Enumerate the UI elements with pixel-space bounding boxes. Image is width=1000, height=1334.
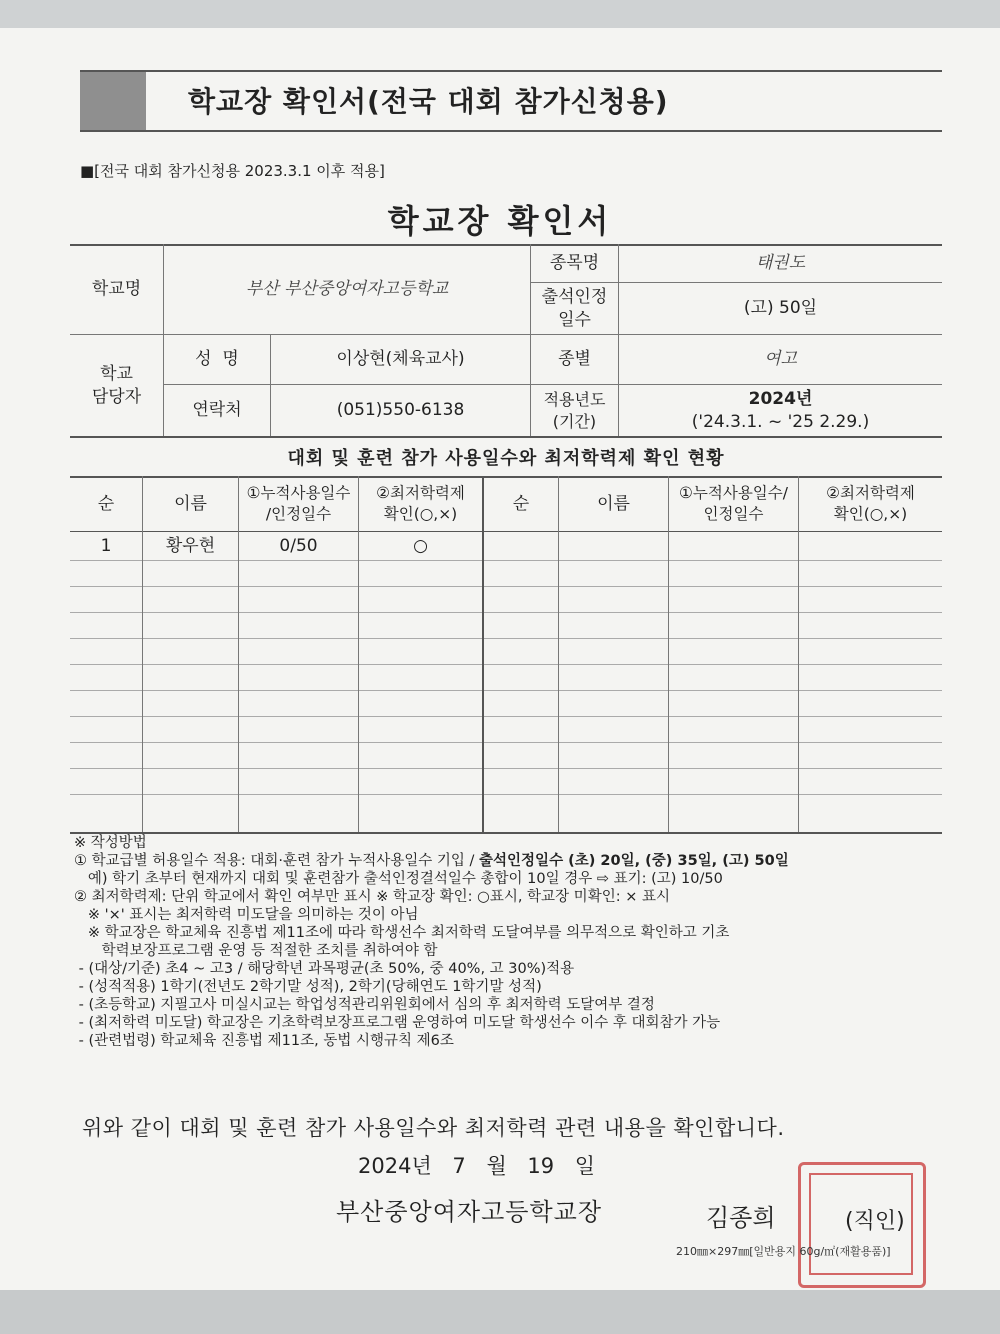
name-label: 성 명 — [195, 349, 239, 370]
signer-name: 김종희 — [706, 1204, 776, 1232]
manager-label: 학교 담당자 — [91, 363, 142, 407]
year-label: 적용년도 (기간) — [543, 389, 606, 431]
note-line: 예) 학기 초부터 현재까지 대회 및 훈련참가 출석인정결석일수 총합이 10일 경우 ⇨ 표기: (고) 10/50 — [74, 871, 723, 887]
paper-spec-note: 210㎜×297㎜[일반용지 60g/㎡(재활용품)] — [676, 1245, 891, 1258]
note-line: 학력보장프로그램 운영 등 적절한 조치를 취하여야 함 — [74, 943, 438, 959]
contact-value: (051)550-6138 — [336, 400, 465, 421]
seal-label: (직인) — [845, 1209, 905, 1234]
year-value: 2024년 — [748, 388, 813, 409]
header-days-right: ①누적사용일수/ 인정일수 — [679, 484, 788, 523]
form-title-bar — [80, 70, 942, 132]
attendance-value: (고) 50일 — [743, 298, 818, 319]
title-marker-box — [80, 72, 146, 130]
row-name: 황우현 — [165, 535, 216, 556]
note-line: ② 최저학력제: 단위 학교에서 확인 여부만 표시 ※ 학교장 확인: ○표시, 학교장 미확인: × 표시 — [74, 889, 670, 905]
desk-surface — [0, 1290, 1000, 1334]
school-value: 부산 부산중앙여자고등학교 — [245, 279, 449, 300]
header-name-right: 이름 — [597, 493, 630, 514]
note-line: ① 학교급별 허용일수 적용: 대회·훈련 참가 누적사용일수 기입 / 출석인정일수 (초) 20일, (중) 35일, (고) 50일 — [74, 853, 789, 869]
note-line: - (성적적용) 1학기(전년도 2학기말 성적), 2학기(당해연도 1학기말 성적) — [74, 979, 542, 995]
category-label: 종별 — [558, 349, 591, 370]
confirmation-text: 위와 같이 대회 및 훈련 참가 사용일수와 최저학력 관련 내용을 확인합니다. — [82, 1116, 785, 1140]
row-no: 1 — [100, 535, 112, 556]
instructions — [74, 834, 944, 1050]
note-line: ※ '×' 표시는 최저학력 미도달을 의미하는 것이 아님 — [74, 907, 419, 923]
principal-title: 부산중앙여자고등학교장 — [336, 1198, 603, 1226]
note-line: - (대상/기준) 초4 ~ 고3 / 해당학년 과목평균(초 50%, 중 40%, 고 30%)적용 — [74, 961, 575, 977]
section-title: 대회 및 훈련 참가 사용일수와 최저학력제 확인 현황 — [287, 448, 725, 469]
form-title: 학교장 확인서(전국 대회 참가신청용) — [188, 85, 669, 118]
name-value: 이상현(체육교사) — [336, 349, 465, 370]
signature-date: 2024년 7 월 19 일 — [358, 1154, 596, 1178]
sport-value: 태권도 — [755, 253, 806, 274]
header-days-left: ①누적사용일수 /인정일수 — [246, 484, 351, 523]
category-value: 여고 — [764, 349, 797, 370]
row-check: ○ — [413, 535, 428, 556]
document-title: 학교장 확인서 — [387, 202, 613, 240]
year-cell — [619, 385, 942, 436]
note-line: - (최저학력 미도달) 학교장은 기초학력보장프로그램 운영하여 미도달 학생선수 이수 후 대회참가 가능 — [74, 1015, 721, 1031]
header-name-left: 이름 — [174, 493, 207, 514]
note-line: - (초등학교) 지필고사 미실시교는 학업성적관리위원회에서 심의 후 최저학력 도달여부 결정 — [74, 997, 655, 1013]
contact-label: 연락처 — [192, 400, 242, 421]
note-heading: ※ 작성방법 — [74, 835, 147, 851]
header-no-left: 순 — [97, 493, 115, 514]
sport-label: 종목명 — [549, 253, 600, 274]
header-check-right: ②최저학력제 확인(○,×) — [826, 484, 915, 523]
school-label: 학교명 — [91, 279, 142, 300]
header-no-right: 순 — [512, 493, 530, 514]
row-days: 0/50 — [279, 535, 318, 556]
header-check-left: ②최저학력제 확인(○,×) — [376, 484, 465, 523]
note-line: ※ 학교장은 학교체육 진흥법 제11조에 따라 학생선수 최저학력 도달여부를 의무적으로 확인하고 기초 — [74, 925, 730, 941]
period-value: ('24.3.1. ~ '25 2.29.) — [691, 411, 870, 432]
attendance-label: 출석인정 일수 — [541, 286, 608, 330]
form-subnote: ■[전국 대회 참가신청용 2023.3.1 이후 적용] — [80, 162, 385, 180]
note-line: - (관련법령) 학교체육 진흥법 제11조, 동법 시행규칙 제6조 — [74, 1033, 454, 1049]
